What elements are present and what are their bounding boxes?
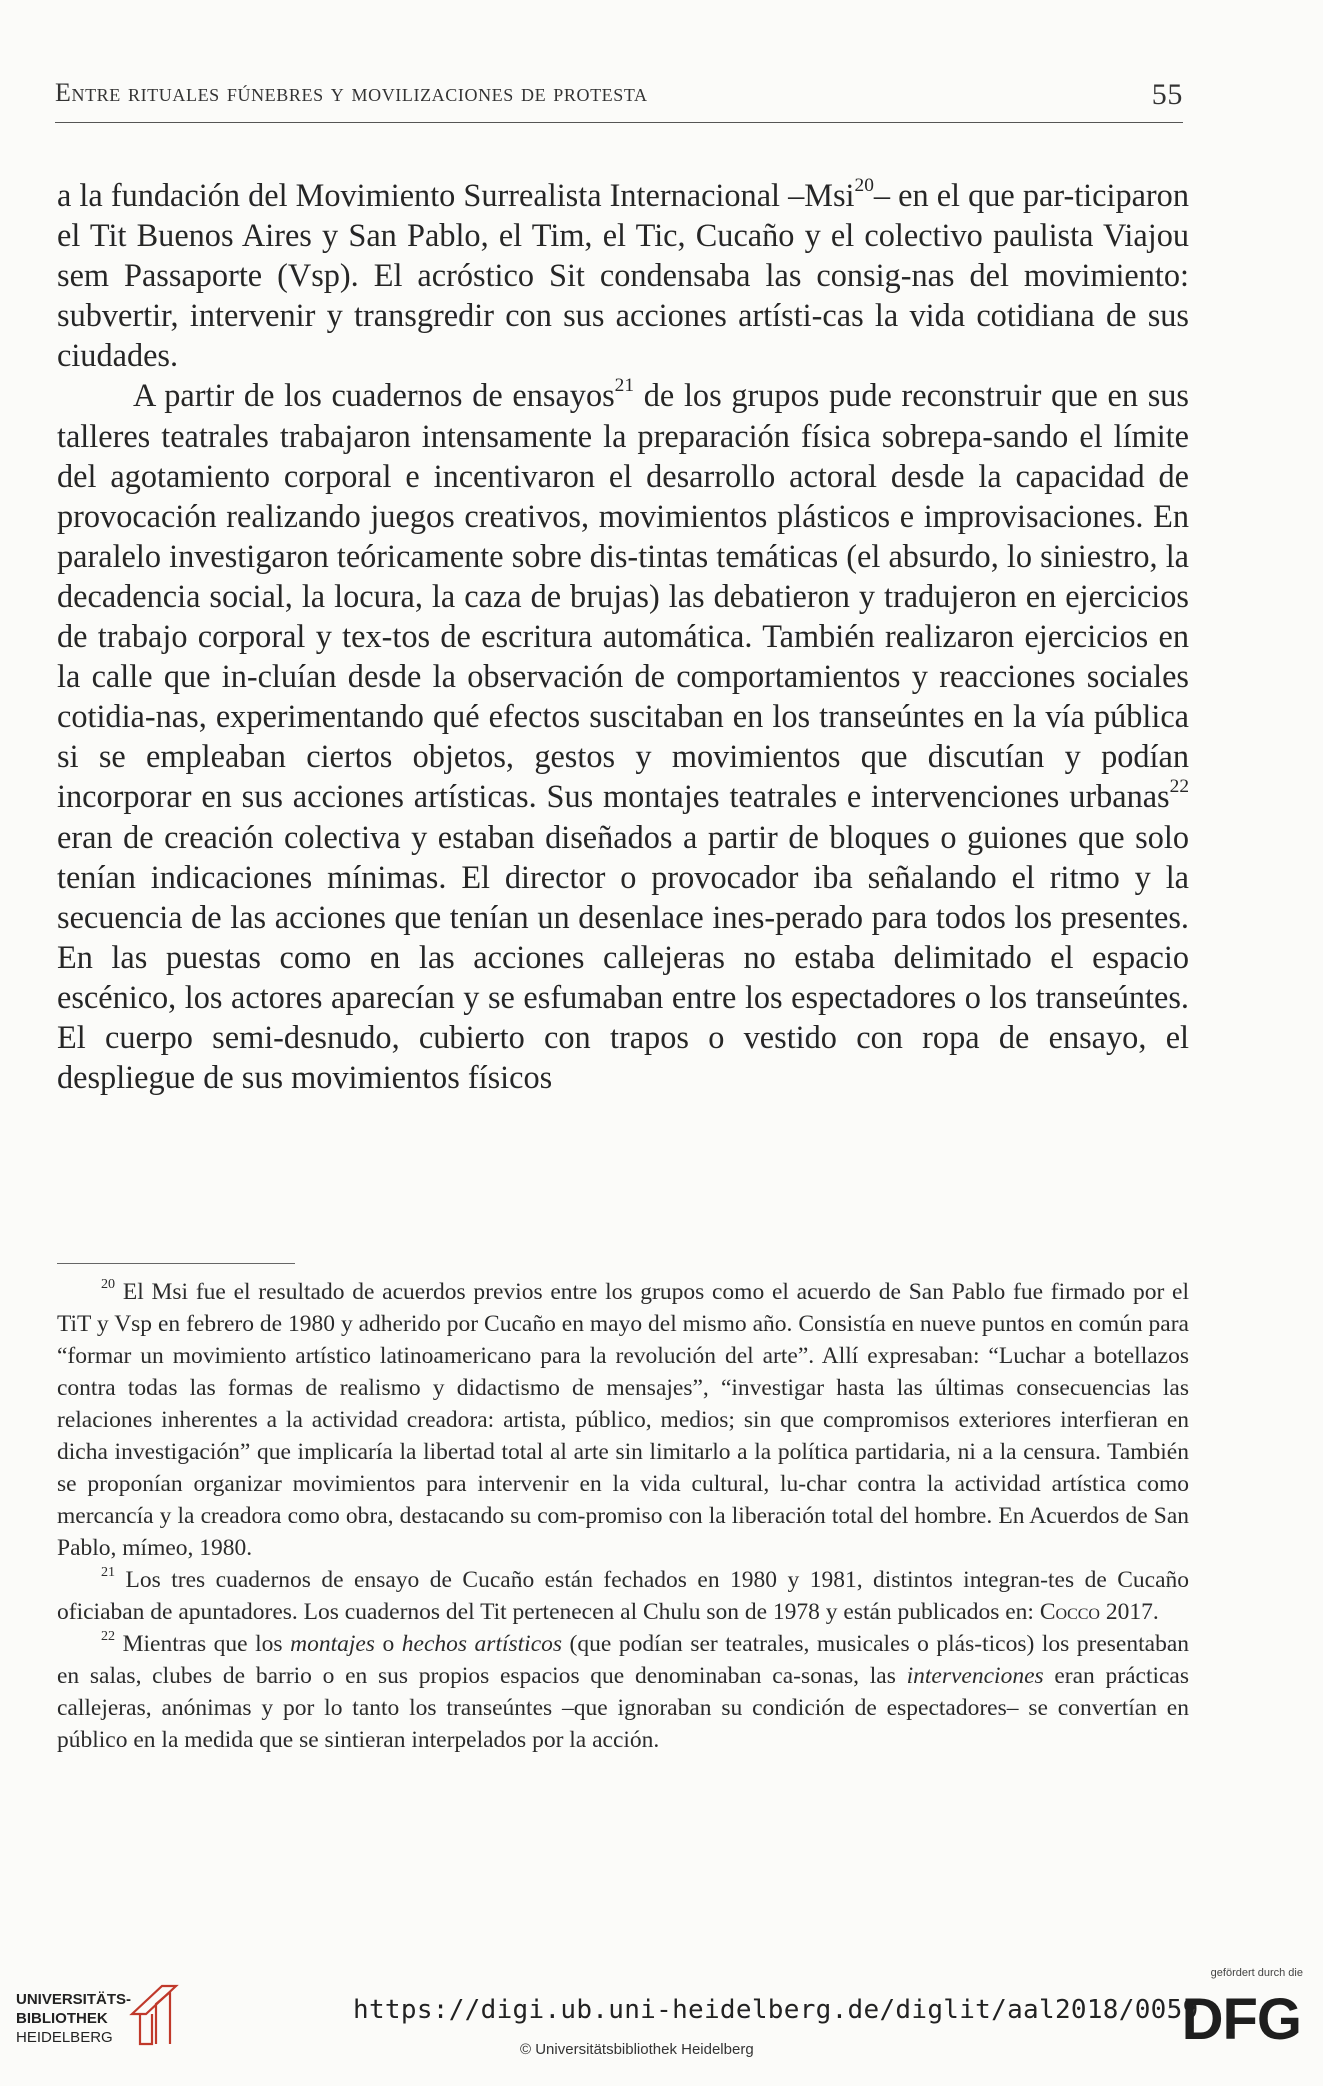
- footnote-number: 20: [101, 1276, 116, 1293]
- footnote-text: o: [374, 1631, 402, 1657]
- citation-author: Cocco: [1039, 1599, 1100, 1625]
- text-run: de los grupos pude reconstruir que en sus talleres teatrales trabajaron intensamente la preparación física sobrepa-sando el límite del agotamiento corporal e incentivaron el desarrollo actoral desde la capacidad de provocación realizando juegos creativos, movimientos plásticos e improvisaciones. En paralelo investigaron teóricamente sobre dis-tintas temáticas (el absurdo, lo siniestro, la decadencia social, la locura, la caza de brujas) las debatieron y tradujeron en ejercicios de trabajo corporal y tex-tos de escritura automática. También realizaron ejercicios en la calle que in-cluían desde la observación de comportamientos y reacciones sociales cotidia-nas, experimentando qué efectos suscitaban en los transeúntes en la vía pública si se empleaban ciertos objetos, gestos y movimientos que discutían y podían incorporar en sus acciones artísticas. Sus montajes teatrales e intervenciones urbanas: [57, 377, 1189, 815]
- emphasis: intervenciones: [906, 1663, 1044, 1689]
- footnote-ref-20[interactable]: 20: [854, 174, 874, 196]
- text-run: A partir de los cuadernos de ensayos: [133, 377, 615, 414]
- footnote-ref-22[interactable]: 22: [1169, 776, 1189, 798]
- footnote-text: El Msi fue el resultado de acuerdos previos entre los grupos como el acuerdo de San Pablo fue firmado por el TiT y Vsp en febrero de 1980 y adherido por Cucaño en mayo del mismo año. Consistía en nueve puntos en común para “formar un movimiento artístico latinoamericano para la revolución del arte”. Allí expresaban: “Luchar a botellazos contra todas las formas de realismo y didactismo de mensajes”, “investigar hasta las últimas consecuencias las relaciones inherentes a la actividad creadora: artista, público, medios; sin que compromisos exteriores interfieran en dicha investigación” que implicaría la libertad total al arte sin limitarlo a la política partidaria, ni a la censura. También se proponían organizar movimientos para intervenir en la vida cultural, lu-char contra la actividad artística como mercancía y la creadora como obra, destacando su com-promiso con la liberación total del hombre. En Acuerdos de San Pablo, mímeo, 1980.: [57, 1279, 1189, 1561]
- running-title: Entre rituales fúnebres y movilizaciones de protesta: [55, 78, 648, 107]
- library-logo-text: [16, 1990, 131, 2047]
- paragraph-2: [57, 375, 1189, 1097]
- footnote-21: [57, 1564, 1189, 1628]
- text-run: a la fundación del Movimiento Surrealista Internacional –Msi: [57, 177, 855, 213]
- permalink-url[interactable]: https://digi.ub.uni-heidelberg.de/diglit/aal2018/0059: [353, 1995, 1199, 2025]
- footnote-ref-21[interactable]: 21: [614, 375, 635, 397]
- footnote-text: (que podían ser teatrales, musicales o plás-ticos) los presentaban en salas, clubes de barrio o en sus propios espacios que denominaban ca-sonas, las: [57, 1631, 1189, 1689]
- emphasis: hechos artísticos: [401, 1631, 563, 1657]
- library-name-line: BIBLIOTHEK: [16, 2010, 108, 2027]
- footnote-divider: [57, 1263, 295, 1264]
- funding-caption: gefördert durch die: [1210, 1967, 1303, 1979]
- text-run: – en el que par-ticiparon el Tit Buenos Aires y San Pablo, el Tim, el Tic, Cucaño y el colectivo paulista Viajou sem Passaporte (Vsp). El acróstico Sit condensaba las consig-nas del movimiento: subvertir, intervenir y transgredir con sus acciones artísti-cas la vida cotidiana de sus ciudades.: [57, 177, 1189, 374]
- footnote-number: 21: [101, 1564, 116, 1581]
- ub-heidelberg-logo-icon: [126, 1980, 182, 2050]
- main-text: [57, 175, 1189, 1097]
- digitization-footer: [0, 1950, 1323, 2086]
- footnote-number: 22: [101, 1628, 116, 1645]
- emphasis: montajes: [290, 1631, 375, 1657]
- page-number: 55: [1151, 78, 1183, 111]
- footnote-text: eran prácticas callejeras, anónimas y por lo tanto los transeúntes –que ignoraban su condición de espectadores– se convertían en público en la medida que se sintieran interpelados por la acción.: [57, 1663, 1190, 1753]
- footnote-text: Los tres cuadernos de ensayo de Cucaño están fechados en 1980 y 1981, distintos integran-tes de Cucaño oficiaban de apuntadores. Los cuadernos del Tit pertenecen al Chulu son de 1978 y están publicados en:: [57, 1567, 1189, 1625]
- paragraph-1: [57, 175, 1189, 375]
- library-name-line: UNIVERSITÄTS-: [16, 1991, 132, 2008]
- text-run: eran de creación colectiva y estaban diseñados a partir de bloques o guiones que solo tenían indicaciones mínimas. El director o provocador iba señalando el ritmo y la secuencia de las acciones que tenían un desenlace ines-perado para todos los presentes. En las puestas como en las acciones callejeras no estaba delimitado el espacio escénico, los actores aparecían y se esfumaban entre los espectadores o los transeúntes. El cuerpo semi-desnudo, cubierto con trapos o vestido con ropa de ensayo, el despliegue de sus movimientos físicos: [57, 818, 1189, 1096]
- library-name-line: HEIDELBERG: [16, 2029, 113, 2046]
- footnote-text: Mientras que los: [115, 1631, 291, 1657]
- citation-year: 2017.: [1099, 1599, 1159, 1625]
- running-header: [55, 78, 1183, 123]
- copyright-notice: © Universitätsbibliothek Heidelberg: [520, 2041, 754, 2058]
- dfg-logo: DFG: [1181, 1987, 1301, 2052]
- footnote-20: [57, 1276, 1189, 1564]
- footnote-22: [57, 1628, 1189, 1756]
- footnotes: [57, 1276, 1189, 1756]
